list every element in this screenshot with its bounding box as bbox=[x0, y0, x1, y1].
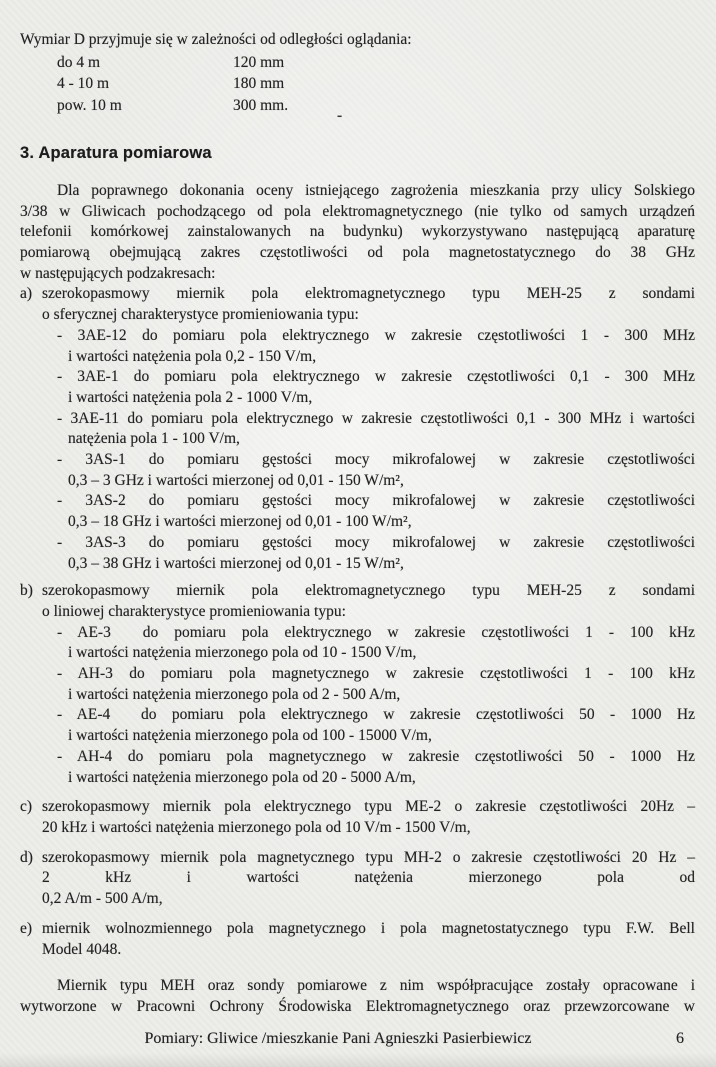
text-line: miernik wolnozmiennego pola magnetycznego i pola magnetostatycznego typu F.W. Bell bbox=[42, 919, 695, 937]
dashed-sub-item bbox=[20, 326, 695, 367]
paragraph bbox=[20, 181, 695, 285]
dashed-sub-item bbox=[20, 533, 695, 574]
dimension-value: 300 mm. bbox=[233, 96, 289, 114]
text-line: i wartości natężenia pola 2 - 1000 V/m, bbox=[68, 388, 313, 406]
item-lines bbox=[42, 284, 695, 325]
item-lines bbox=[42, 848, 695, 910]
dashed-sub-item bbox=[20, 664, 695, 705]
text-line: - 3AE-12 do pomiaru pola elektrycznego w zakresie częstotliwości 1 - 300 MHz bbox=[57, 326, 695, 344]
text-line: wytworzone w Pracowni Ochrony Środowiska Elektromagnetycznego oraz przewzorcowane w bbox=[20, 997, 695, 1015]
text-line: szerokopasmowy miernik pola elektrycznego typu ME-2 o zakresie częstotliwości 20Hz – bbox=[42, 798, 695, 816]
text-line: Miernik typu MEH oraz sondy pomiarowe z nim współpracujące zostały opracowane i bbox=[57, 977, 695, 995]
viewing-distance-table bbox=[57, 52, 695, 117]
dashed-sub-item bbox=[20, 491, 695, 532]
page-number: 6 bbox=[676, 1030, 684, 1047]
lettered-list-item bbox=[20, 848, 695, 910]
text-line: szerokopasmowy miernik pola elektromagnetycznego typu MEH-25 z sondami bbox=[42, 285, 695, 303]
lettered-list-item bbox=[20, 581, 695, 622]
intro-block bbox=[20, 30, 695, 124]
text-line: - AH-3 do pomiaru pola magnetycznego w zakresie częstotliwości 1 - 100 kHz bbox=[57, 665, 695, 683]
text-line: - 3AS-3 do pomiaru gęstości mocy mikrofalowej w zakresie częstotliwości bbox=[57, 533, 695, 551]
item-label: d) bbox=[20, 848, 33, 866]
text-line: 0,2 A/m - 500 A/m, bbox=[42, 890, 163, 908]
dashed-sub-item bbox=[20, 623, 695, 664]
text-line: i wartości natężenia mierzonego pola od 10 - 1500 V/m, bbox=[68, 644, 417, 662]
text-line: o liniowej charakterystyce promieniowania typu: bbox=[42, 602, 346, 620]
text-line: - AH-4 do pomiaru pola magnetycznego w zakresie częstotliwości 50 - 1000 Hz bbox=[57, 747, 695, 765]
dimension-value: 180 mm bbox=[233, 75, 285, 93]
distance-range: pow. 10 m bbox=[57, 96, 122, 114]
scan-artifact-dash: - bbox=[337, 107, 343, 124]
text-line: 2 kHz i wartości natężenia mierzonego pola od bbox=[42, 869, 695, 887]
intro-lead-line: Wymiar D przyjmuje się w zależności od odległości oglądania: bbox=[20, 31, 412, 48]
distance-table-row bbox=[57, 95, 695, 117]
text-line: - AE-3 do pomiaru pola elektrycznego w zakresie częstotliwości 1 - 100 kHz bbox=[57, 623, 695, 641]
page-footer bbox=[0, 1029, 716, 1050]
text-line: 3/38 w Gliwicach pochodzącego od pola elektromagnetycznego (nie tylko od samych urządzeń bbox=[20, 202, 695, 220]
paragraph bbox=[20, 976, 695, 1017]
distance-range: do 4 m bbox=[57, 53, 101, 71]
item-lines bbox=[42, 919, 695, 960]
lettered-list-item bbox=[20, 797, 695, 838]
text-line: szerokopasmowy miernik pola magnetycznego typu MH-2 o zakresie częstotliwości 20 Hz – bbox=[42, 848, 695, 866]
item-label: e) bbox=[20, 919, 33, 937]
text-line: Dla poprawnego dokonania oceny istniejącego zagrożenia mieszkania przy ulicy Solskiego bbox=[57, 181, 695, 199]
distance-range: 4 - 10 m bbox=[57, 75, 110, 93]
dimension-value: 120 mm bbox=[233, 53, 285, 71]
dashed-sub-item bbox=[20, 409, 695, 450]
dashed-sub-item bbox=[20, 705, 695, 746]
dashed-sub-item bbox=[20, 450, 695, 491]
text-line: Model 4048. bbox=[42, 940, 122, 958]
text-line: natężenia pola 1 - 100 V/m, bbox=[68, 430, 240, 448]
text-line: - 3AS-1 do pomiaru gęstości mocy mikrofalowej w zakresie częstotliwości bbox=[57, 451, 695, 469]
footer-caption: Pomiary: Gliwice /mieszkanie Pani Agnieszki Pasierbiewicz bbox=[144, 1030, 532, 1047]
text-line: w następujących podzakresach: bbox=[20, 264, 216, 282]
text-line: 0,3 – 38 GHz i wartości mierzonej od 0,01 - 15 W/m², bbox=[68, 554, 404, 572]
item-label: a) bbox=[20, 285, 33, 303]
text-line: - 3AE-1 do pomiaru pola elektrycznego w zakresie częstotliwości 0,1 - 300 MHz bbox=[57, 368, 695, 386]
text-line: o sferycznej charakterystyce promieniowania typu: bbox=[42, 306, 359, 324]
text-line: 20 kHz i wartości natężenia mierzonego pola od 10 V/m - 1500 V/m, bbox=[42, 819, 471, 836]
text-line: i wartości natężenia mierzonego pola od 2 - 500 A/m, bbox=[68, 685, 401, 703]
distance-table-row bbox=[57, 52, 695, 74]
lettered-list-item bbox=[20, 284, 695, 325]
item-label: c) bbox=[20, 798, 33, 816]
text-line: - AE-4 do pomiaru pola elektrycznego w zakresie częstotliwości 50 - 1000 Hz bbox=[57, 706, 695, 724]
text-line: 0,3 – 18 GHz i wartości mierzonej od 0,01 - 100 W/m², bbox=[68, 513, 412, 531]
section-body bbox=[20, 181, 695, 1018]
text-line: i wartości natężenia mierzonego pola od 20 - 5000 A/m, bbox=[68, 768, 416, 786]
section-heading: 3. Aparatura pomiarowa bbox=[20, 144, 212, 163]
text-line: telefonii komórkowej zainstalowanych na budynku) wykorzystywano następującą aparaturę bbox=[20, 223, 695, 241]
dashed-sub-item bbox=[20, 747, 695, 788]
text-line: - 3AE-11 do pomiaru pola elektrycznego w zakresie częstotliwości 0,1 - 300 MHz i wartości bbox=[57, 409, 695, 427]
distance-table-row bbox=[57, 73, 695, 95]
text-line: i wartości natężenia pola 0,2 - 150 V/m, bbox=[68, 347, 317, 365]
text-line: i wartości natężenia mierzonego pola od 100 - 15000 V/m, bbox=[68, 727, 432, 745]
text-line: szerokopasmowy miernik pola elektromagnetycznego typu MEH-25 z sondami bbox=[42, 582, 695, 600]
text-line: pomiarową obejmującą zakres częstotliwości od pola magnetostatycznego do 38 GHz bbox=[20, 244, 695, 262]
item-label: b) bbox=[20, 582, 33, 600]
item-lines bbox=[42, 797, 695, 838]
lettered-list-item bbox=[20, 919, 695, 960]
dashed-sub-item bbox=[20, 367, 695, 408]
item-lines bbox=[42, 581, 695, 622]
text-line: - 3AS-2 do pomiaru gęstości mocy mikrofalowej w zakresie częstotliwości bbox=[57, 492, 695, 510]
text-line: 0,3 – 3 GHz i wartości mierzonej od 0,01 - 150 W/m², bbox=[68, 471, 404, 489]
